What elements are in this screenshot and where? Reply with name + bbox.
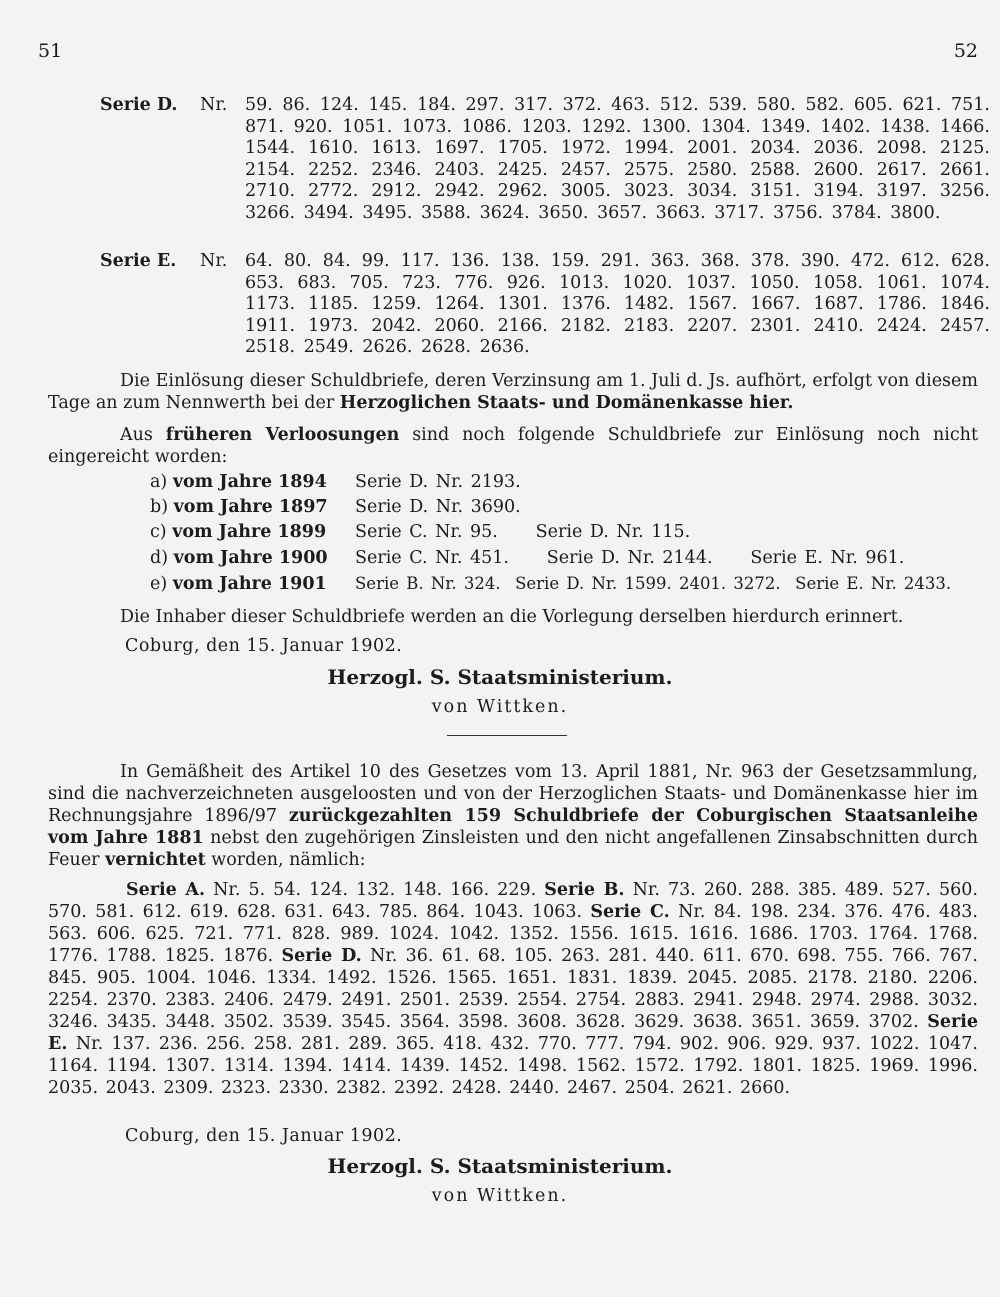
item-year: vom Jahre 1897 — [173, 497, 328, 517]
item-text: Serie D. Nr. 3690. — [355, 497, 521, 517]
serie-d-label: Serie D. — [100, 95, 178, 115]
item-year: vom Jahre 1899 — [172, 522, 327, 542]
notice-text-a: In Gemäßheit des Artikel 10 des Gesetzes vom 13. April 1881, Nr. 963 der Gesetzsammlung, sind die nachverzeichneten ausgeloosten und von der Herzoglichen Staats- und Domänenkasse hier im Rechnungsjahre 1896/97 — [48, 762, 978, 826]
notice-bold-b: vernichtet — [105, 850, 206, 870]
earlier-item — [150, 520, 690, 544]
serie-d-list — [100, 95, 990, 224]
item-prefix: a) — [150, 472, 168, 492]
earlier-item — [150, 470, 521, 494]
item-text: Serie C. Nr. 451. Serie D. Nr. 2144. Serie E. Nr. 961. — [355, 548, 905, 568]
burned-serie-c: Nr. 84. 198. 234. 376. 476. 483. 563. 606. 625. 721. 771. 828. 989. 1024. 1042. 1352. 1556. 1615. 1616. 1686. 1703. 1764. 1768. 1776. 1788. 1825. 1876. — [48, 902, 978, 966]
item-year: vom Jahre 1901 — [172, 574, 327, 594]
redemption-bold: Herzoglichen Staats- und Domänenkasse hier. — [339, 393, 794, 413]
serie-d-nr: Nr. — [200, 95, 228, 115]
serie-e-list — [100, 251, 990, 359]
burned-serie-e-label: Serie E. — [48, 1012, 978, 1054]
burned-serie-b: Nr. 73. 260. 288. 385. 489. 527. 560. 570. 581. 612. 619. 628. 631. 643. 785. 864. 1043. 1063. — [48, 880, 978, 922]
notice-bold-a: zurückgezahlten 159 Schuldbriefe der Coburgischen Staatsanleihe vom Jahre 1881 — [48, 806, 978, 848]
burned-serie-e: Nr. 137. 236. 256. 258. 281. 289. 365. 418. 432. 770. 777. 794. 902. 906. 929. 937. 1022. 1047. 1164. 1194. 1307. 1314. 1394. 1414. 1439. 1452. 1498. 1562. 1572. 1792. 1801. 1825. 1969. 1996. 2035. 2043. 2309. 2323. 2330. 2382. 2392. 2428. 2440. 2467. 2504. 2621. 2660. — [48, 1034, 978, 1098]
item-year: vom Jahre 1894 — [172, 472, 327, 492]
serie-d-numbers: 59. 86. 124. 145. 184. 297. 317. 372. 463. 512. 539. 580. 582. 605. 621. 751. 871. 920. 1051. 1073. 1086. 1203. 1292. 1300. 1304. 1349. 1402. 1438. 1466. 1544. 1610. 1613. 1697. 1705. 1972. 1994. 2001. 2034. 2036. 2098. 2125. 2154. 2252. 2346. 2403. 2425. 2457. 2575. 2580. 2588. 2600. 2617. 2661. 2710. 2772. 2912. 2942. 2962. 3005. 3023. 3034. 3151. 3194. 3197. 3256. 3266. 3494. 3495. 3588. 3624. 3650. 3657. 3663. 3717. 3756. 3784. 3800. — [245, 95, 990, 223]
burned-serie-d-label: Serie D. — [281, 946, 362, 966]
ministry-1: Herzogl. S. Staatsministerium. — [327, 665, 673, 689]
burned-serie-a-label: Serie A. — [126, 880, 206, 900]
signer-2: von Wittken. — [431, 1186, 569, 1206]
burned-serie-d: Nr. 36. 61. 68. 105. 263. 281. 440. 611. 670. 698. 755. 766. 767. 845. 905. 1004. 1046. 1334. 1492. 1526. 1565. 1651. 1831. 1839. 2045. 2085. 2178. 2180. 2206. 2254. 2370. 2383. 2406. 2479. 2491. 2501. 2539. 2554. 2754. 2883. 2941. 2948. 2974. 2988. 3032. 3246. 3435. 3448. 3502. 3539. 3545. 3564. 3598. 3608. 3628. 3629. 3638. 3651. 3659. 3702. — [48, 946, 978, 1032]
burned-serie-a: Nr. 5. 54. 124. 132. 148. 166. 229. — [213, 880, 537, 900]
item-prefix: c) — [150, 522, 167, 542]
earlier-text-b: sind noch folgende Schuldbriefe zur Einlösung noch nicht eingereicht worden: — [48, 425, 978, 467]
item-prefix: e) — [150, 574, 168, 594]
reminder-text: Die Inhaber dieser Schuldbriefe werden an die Vorlegung derselben hierdurch erinnert. — [120, 607, 904, 627]
second-notice-paragraph — [48, 761, 978, 871]
burned-bonds-list — [48, 879, 978, 1099]
earlier-paragraph — [48, 424, 978, 468]
item-text: Serie B. Nr. 324. Serie D. Nr. 1599. 2401. 3272. Serie E. Nr. 2433. — [355, 574, 952, 593]
page-number-left: 51 — [38, 40, 63, 62]
earlier-item — [150, 572, 951, 596]
earlier-item — [150, 546, 904, 570]
item-year: vom Jahre 1900 — [173, 548, 328, 568]
place-date-2: Coburg, den 15. Januar 1902. — [125, 1126, 403, 1146]
serie-e-numbers: 64. 80. 84. 99. 117. 136. 138. 159. 291. 363. 368. 378. 390. 472. 612. 628. 653. 683. 705. 723. 776. 926. 1013. 1020. 1037. 1050. 1058. 1061. 1074. 1173. 1185. 1259. 1264. 1301. 1376. 1482. 1567. 1667. 1687. 1786. 1846. 1911. 1973. 2042. 2060. 2166. 2182. 2183. 2207. 2301. 2410. 2424. 2457. 2518. 2549. 2626. 2628. 2636. — [245, 251, 990, 357]
item-text: Serie D. Nr. 2193. — [355, 472, 521, 492]
notice-text-c: worden, nämlich: — [211, 850, 366, 870]
page-number-right: 52 — [953, 40, 978, 62]
earlier-text-a: Aus — [120, 425, 153, 445]
item-prefix: d) — [150, 548, 169, 568]
place-date-1: Coburg, den 15. Januar 1902. — [125, 636, 403, 656]
signer-1: von Wittken. — [431, 697, 569, 717]
item-prefix: b) — [150, 497, 169, 517]
serie-e-label: Serie E. — [100, 251, 177, 271]
redemption-paragraph — [48, 370, 978, 414]
notice-text-b: nebst den zugehörigen Zinsleisten und den nicht angefallenen Zinsabschnitten durch Feuer — [48, 828, 978, 870]
section-divider — [447, 735, 567, 736]
ministry-2: Herzogl. S. Staatsministerium. — [327, 1154, 673, 1178]
burned-serie-b-label: Serie B. — [544, 880, 625, 900]
redemption-text: Die Einlösung dieser Schuldbriefe, deren Verzinsung am 1. Juli d. Js. aufhört, erfolgt von diesem Tage an zum Nennwerth bei der — [48, 371, 978, 413]
burned-serie-c-label: Serie C. — [590, 902, 670, 922]
earlier-bold: früheren Verloosungen — [165, 425, 400, 445]
serie-e-nr: Nr. — [200, 251, 228, 271]
earlier-item — [150, 495, 521, 519]
item-text: Serie C. Nr. 95. Serie D. Nr. 115. — [355, 522, 691, 542]
